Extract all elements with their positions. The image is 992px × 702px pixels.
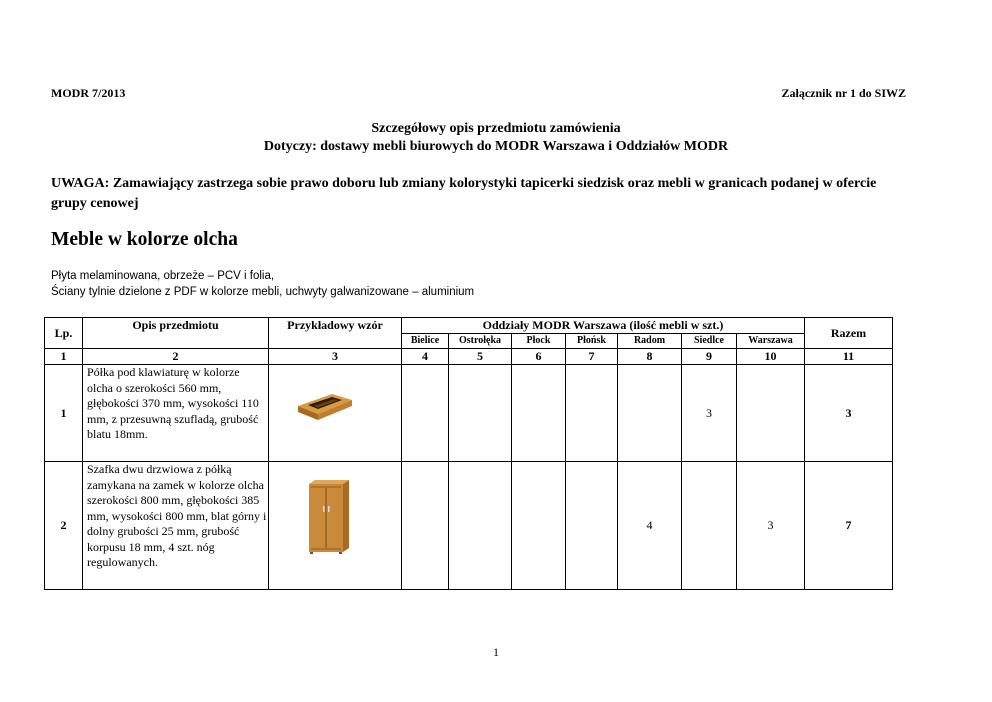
column-number: 2 — [83, 349, 269, 365]
column-number: 8 — [618, 349, 682, 365]
branch-name: Siedlce — [682, 334, 737, 349]
attachment-label: Załącznik nr 1 do SIWZ — [781, 86, 906, 100]
header-sample: Przykładowy wzór — [269, 318, 402, 349]
quantity-cell — [566, 462, 618, 590]
header-description: Opis przedmiotu — [83, 318, 269, 349]
column-numbers-row — [45, 349, 893, 365]
row-sample — [269, 365, 402, 462]
column-number: 7 — [566, 349, 618, 365]
branch-name: Płock — [512, 334, 566, 349]
column-number: 6 — [512, 349, 566, 365]
column-number: 4 — [402, 349, 449, 365]
branch-name: Bielice — [402, 334, 449, 349]
table-row — [45, 365, 893, 462]
branch-name: Warszawa — [737, 334, 805, 349]
row-lp: 1 — [45, 365, 83, 462]
quantity-cell — [449, 365, 512, 462]
branch-name: Radom — [618, 334, 682, 349]
branch-name: Ostrołęka — [449, 334, 512, 349]
branch-name: Płońsk — [566, 334, 618, 349]
quantity-cell — [618, 365, 682, 462]
quantity-cell — [402, 462, 449, 590]
header-row — [45, 318, 893, 334]
quantity-cell — [682, 462, 737, 590]
quantity-cell — [512, 462, 566, 590]
keyboard-shelf-icon — [312, 415, 358, 429]
row-total: 3 — [805, 365, 893, 462]
section-description — [51, 268, 474, 300]
row-sample — [269, 462, 402, 590]
column-number: 9 — [682, 349, 737, 365]
quantity-cell: 4 — [618, 462, 682, 590]
quantity-cell — [449, 462, 512, 590]
quantity-cell — [512, 365, 566, 462]
row-lp: 2 — [45, 462, 83, 590]
header-total: Razem — [805, 318, 893, 349]
title-line-1: Szczegółowy opis przedmiotu zamówienia — [371, 121, 621, 136]
document-reference: MODR 7/2013 — [51, 86, 126, 100]
items-table — [44, 317, 893, 590]
column-number: 5 — [449, 349, 512, 365]
column-number: 10 — [737, 349, 805, 365]
two-door-cabinet-icon — [317, 545, 353, 559]
quantity-cell — [737, 365, 805, 462]
page-number: 1 — [493, 645, 499, 659]
section-heading: Meble w kolorze olcha — [51, 229, 238, 250]
row-description: Półka pod klawiaturę w kolorze olcha o szerokości 560 mm, głębokości 370 mm, wysokości 110 mm, z przesuwną szufladą, grubość blatu 18mm. — [83, 365, 269, 462]
notice-paragraph: UWAGA: Zamawiający zastrzega sobie prawo doboru lub zmiany kolorystyki tapicerki siedzisk oraz mebli w granicach podanej w ofercie grupy cenowej — [51, 176, 877, 211]
quantity-cell: 3 — [737, 462, 805, 590]
title-line-2: Dotyczy: dostawy mebli biurowych do MODR Warszawa i Oddziałów MODR — [263, 139, 729, 154]
column-number: 3 — [269, 349, 402, 365]
document-title — [0, 120, 992, 156]
quantity-cell — [402, 365, 449, 462]
row-description: Szafka dwu drzwiowa z półką zamykana na zamek w kolorze olcha szerokości 800 mm, głębokości 385 mm, wysokości 800 mm, blat górny i dolny grubości 25 mm, grubość korpusu 18 mm, 4 szt. nóg regulowanych. — [83, 462, 269, 590]
description-line-2: Ściany tylnie dzielone z PDF w kolorze mebli, uchwyty galwanizowane – aluminium — [51, 286, 475, 298]
table-row — [45, 462, 893, 590]
column-number: 11 — [805, 349, 893, 365]
row-total: 7 — [805, 462, 893, 590]
header-branches-group: Oddziały MODR Warszawa (ilość mebli w szt.) — [402, 318, 805, 334]
column-number: 1 — [45, 349, 83, 365]
description-line-1: Płyta melaminowana, obrzeże – PCV i folia, — [51, 270, 275, 282]
quantity-cell — [566, 365, 618, 462]
header-lp: Lp. — [45, 318, 83, 349]
quantity-cell: 3 — [682, 365, 737, 462]
